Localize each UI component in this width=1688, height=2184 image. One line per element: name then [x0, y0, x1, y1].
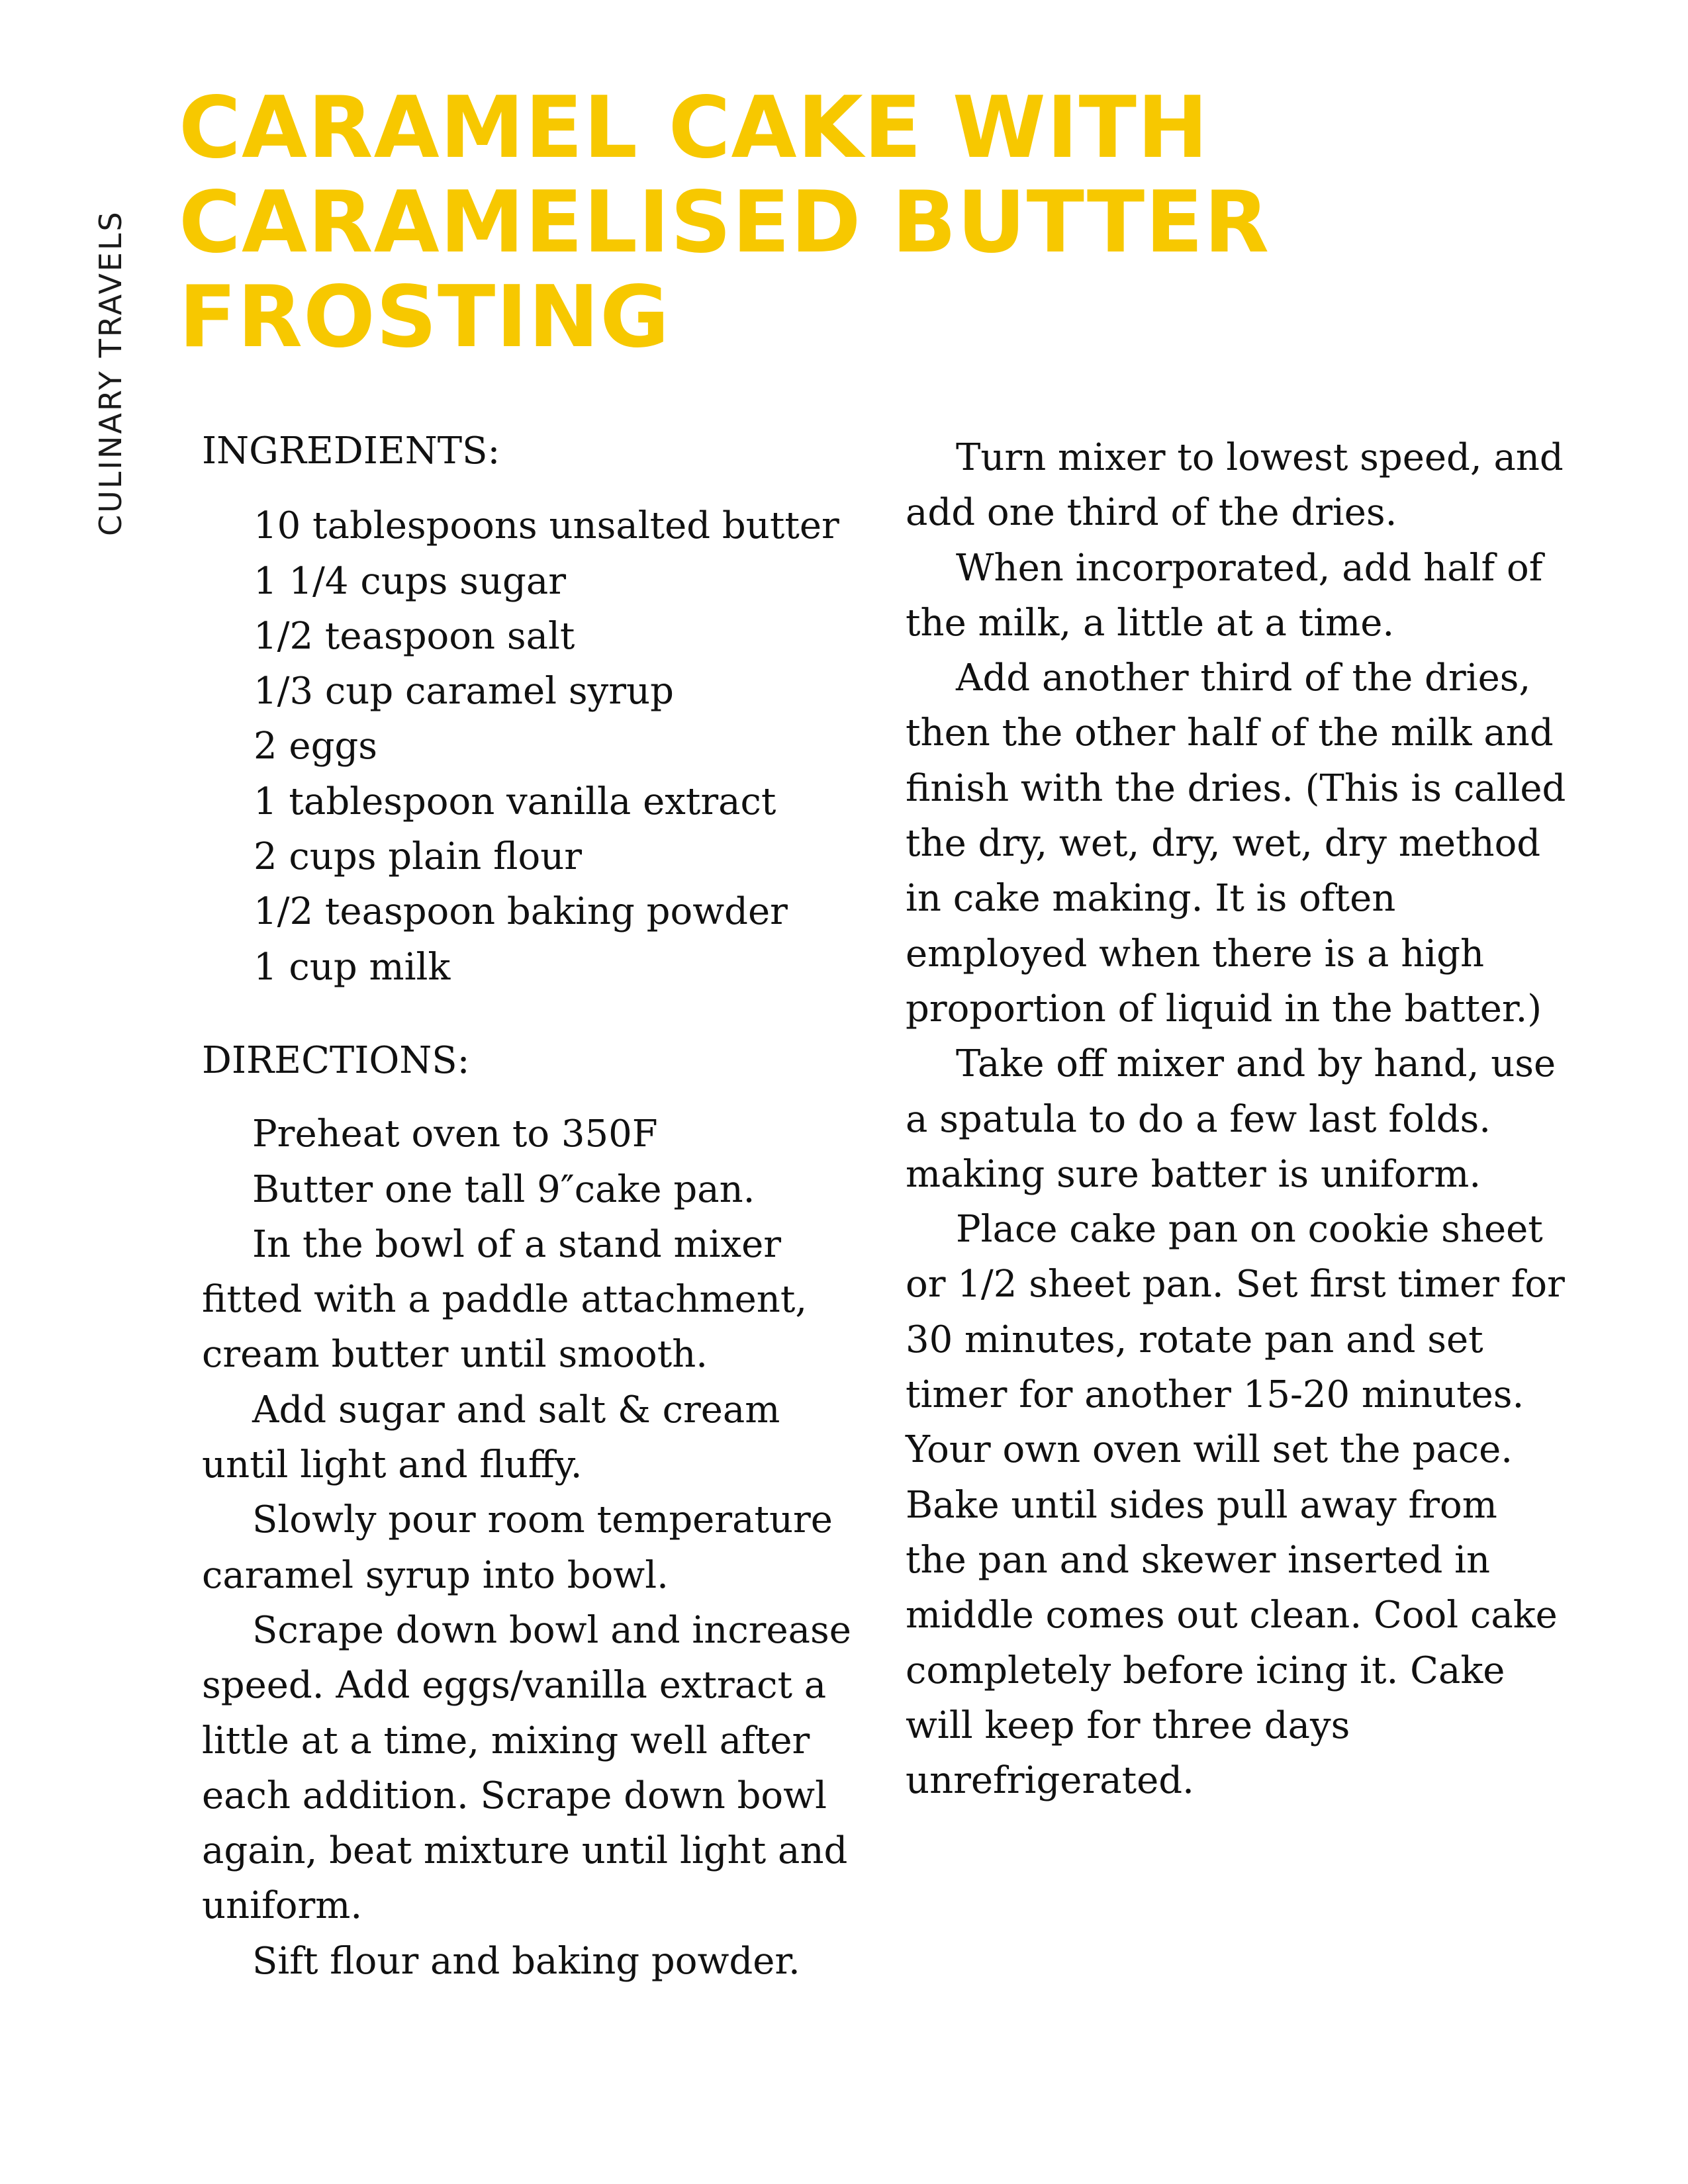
direction-step: Sift flour and baking powder.	[252, 1939, 800, 1983]
section-label: CULINARY TRAVELS	[93, 210, 128, 536]
direction-step: Slowly pour room temperature caramel syrup into bowl.	[202, 1498, 833, 1597]
ingredient-item: 1/3 cup caramel syrup	[254, 670, 674, 713]
direction-step: Scrape down bowl and increase speed. Add eggs/vanilla extract a little at a time, mixing well after each addition. Scrape down bowl again, beat mixture until light and uniform.	[202, 1608, 851, 1928]
ingredients-heading: INGREDIENTS:	[202, 430, 500, 473]
section-spacer	[202, 995, 864, 1033]
ingredient-item: 2 eggs	[254, 725, 378, 768]
direction-step: Turn mixer to lowest speed, and add one third of the dries.	[906, 436, 1564, 535]
ingredients-list	[202, 498, 864, 995]
ingredient-item: 1/2 teaspoon salt	[254, 614, 575, 658]
directions-heading: DIRECTIONS:	[202, 1038, 470, 1082]
directions-list	[202, 1107, 864, 1989]
direction-step: Butter one tall 9″cake pan.	[252, 1167, 755, 1211]
ingredient-item: 10 tablespoons unsalted butter	[254, 504, 839, 548]
direction-step: Take off mixer and by hand, use a spatula to do a few last folds. making sure batter is uniform.	[906, 1042, 1556, 1196]
recipe-title	[179, 81, 1569, 365]
ingredient-item: 1 cup milk	[254, 945, 451, 989]
direction-step: Add sugar and salt & cream until light and fluffy.	[202, 1388, 780, 1487]
direction-step: Add another third of the dries, then the other half of the milk and finish with the dries. (This is called the dry, wet, dry, wet, dry method in cake making. It is often employed when there is a high proportion of liquid in the batter.)	[906, 657, 1566, 1030]
ingredient-item: 2 cups plain flour	[254, 835, 583, 879]
direction-step: Place cake pan on cookie sheet or 1/2 sheet pan. Set first timer for 30 minutes, rotate pan and set timer for another 15-20 minutes. Your own oven will set the pace. Bake until sides pull away from the pan and skewer inserted in middle comes out clean. Cool cake completely before icing it. Cake will keep for three days unrefrigerated.	[906, 1208, 1565, 1803]
title-line: CARAMELISED BUTTER	[179, 173, 1270, 272]
ingredient-item: 1 1/4 cups sugar	[254, 559, 566, 603]
ingredient-item: 1/2 teaspoon baking powder	[254, 890, 788, 934]
ingredient-item: 1 tablespoon vanilla extract	[254, 780, 776, 823]
right-column	[906, 430, 1568, 1808]
direction-step: Preheat oven to 350F	[252, 1113, 658, 1156]
direction-step: In the bowl of a stand mixer fitted with a paddle attachment, cream butter until smooth.	[202, 1222, 808, 1377]
direction-step: When incorporated, add half of the milk, a little at a time.	[906, 546, 1543, 645]
title-line: CARAMEL CAKE WITH	[179, 79, 1209, 177]
title-line: FROSTING	[179, 268, 671, 367]
left-column	[202, 424, 864, 1989]
